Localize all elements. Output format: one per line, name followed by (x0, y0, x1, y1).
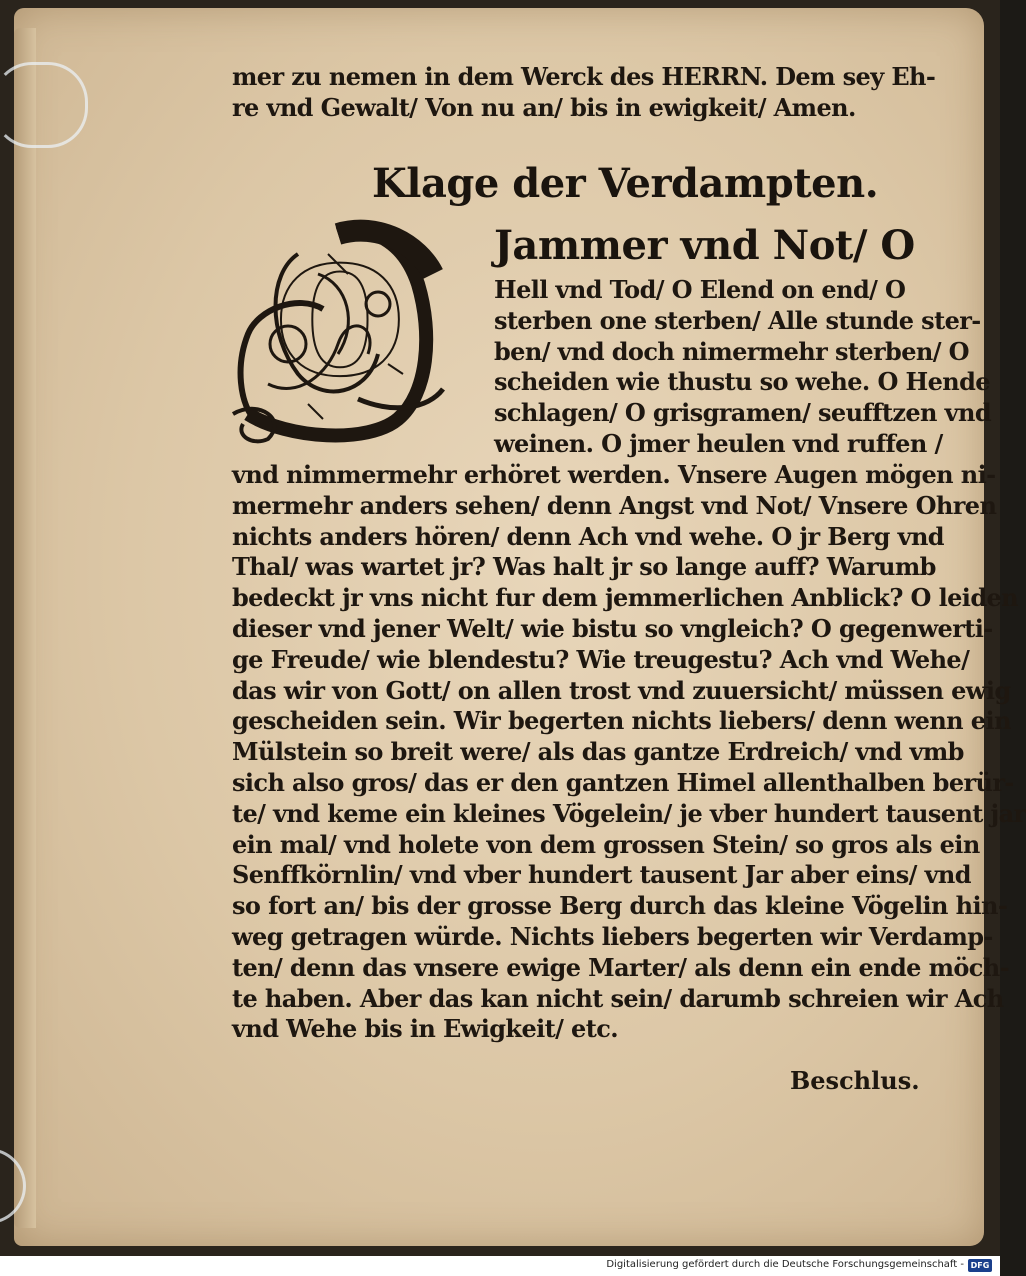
initial-letter: O (274, 234, 406, 410)
text-line: das wir von Gott/ on allen trost vnd zuuersicht/ müssen ewig (232, 675, 1011, 705)
opening-line: Jammer vnd Not/ O (494, 222, 915, 269)
text-line: Hell vnd Tod/ O Elend on end/ O (494, 275, 906, 304)
text-line: gescheiden sein. Wir begerten nichts liebers/ denn wenn ein (232, 706, 1011, 736)
initial-ornament (228, 214, 453, 446)
text-line: ein mal/ vnd holete von dem grossen Stein/ so gros als ein (232, 829, 980, 859)
text-line: te/ vnd keme ein kleines Vögelein/ je vber hundert tausent jar (232, 798, 1026, 828)
text-line: mer zu nemen in dem Werck des HERRN. Dem sey Eh- (232, 62, 936, 91)
text-line: weinen. O jmer heulen vnd ruffen / (494, 428, 943, 458)
indented-text-block (494, 275, 992, 460)
text-line: Thal/ was wartet jr? Was halt jr so lange auff? Warumb (232, 552, 936, 582)
text-line: re vnd Gewalt/ Von nu an/ bis in ewigkeit/ Amen. (232, 92, 856, 122)
text-line: ge Freude/ wie blendestu? Wie treugestu? Ach vnd Wehe/ (232, 644, 970, 674)
top-text-block (232, 62, 936, 124)
text-line: te haben. Aber das kan nicht sein/ darumb schreien wir Ach (232, 983, 1004, 1013)
text-line: vnd nimmermehr erhöret werden. Vnsere Augen mögen ni- (232, 460, 996, 489)
text-line: so fort an/ bis der grosse Berg durch das kleine Vögelin hin- (232, 891, 1008, 921)
text-line: scheiden wie thustu so wehe. O Hende (494, 367, 990, 397)
catchword: Beschlus. (790, 1066, 920, 1095)
text-line: weg getragen würde. Nichts liebers begerten wir Verdamp- (232, 921, 993, 951)
text-line: sterben one sterben/ Alle stunde ster- (494, 305, 981, 335)
paper-clip-top (0, 62, 88, 148)
text-line: sich also gros/ das er den gantzen Himel allenthalben berür- (232, 767, 1014, 797)
text-line: nichts anders hören/ denn Ach vnd wehe. O jr Berg vnd (232, 521, 944, 551)
text-line: bedeckt jr vns nicht fur dem jemmerlichen Anblick? O leiden (232, 583, 1019, 613)
text-line: Mülstein so breit were/ als das gantze Erdreich/ vnd vmb (232, 737, 964, 767)
decorated-initial-letter (228, 214, 453, 446)
text-line: ten/ denn das vnsere ewige Marter/ als denn ein ende möch- (232, 952, 1009, 982)
text-line: mermehr anders sehen/ denn Angst vnd Not/ Vnsere Ohren (232, 490, 997, 520)
section-heading: Klage der Verdampten. (372, 160, 879, 207)
footer-credit-text: Digitalisierung gefördert durch die Deutsche Forschungsgemeinschaft - (606, 1259, 964, 1270)
dfg-logo-icon: DFG (968, 1259, 992, 1272)
text-line: ben/ vnd doch nimermehr sterben/ O (494, 336, 969, 366)
digitization-footer (0, 1256, 1000, 1276)
text-line: dieser vnd jener Welt/ wie bistu so vngleich? O gegenwerti- (232, 613, 993, 643)
page-edge (14, 28, 36, 1228)
text-line: Senffkörnlin/ vnd vber hundert tausent Jar aber eins/ vnd (232, 860, 971, 890)
text-line: schlagen/ O grisgramen/ seufftzen vnd (494, 398, 992, 428)
body-text-block (232, 460, 1026, 1045)
text-line: vnd Wehe bis in Ewigkeit/ etc. (232, 1014, 618, 1044)
